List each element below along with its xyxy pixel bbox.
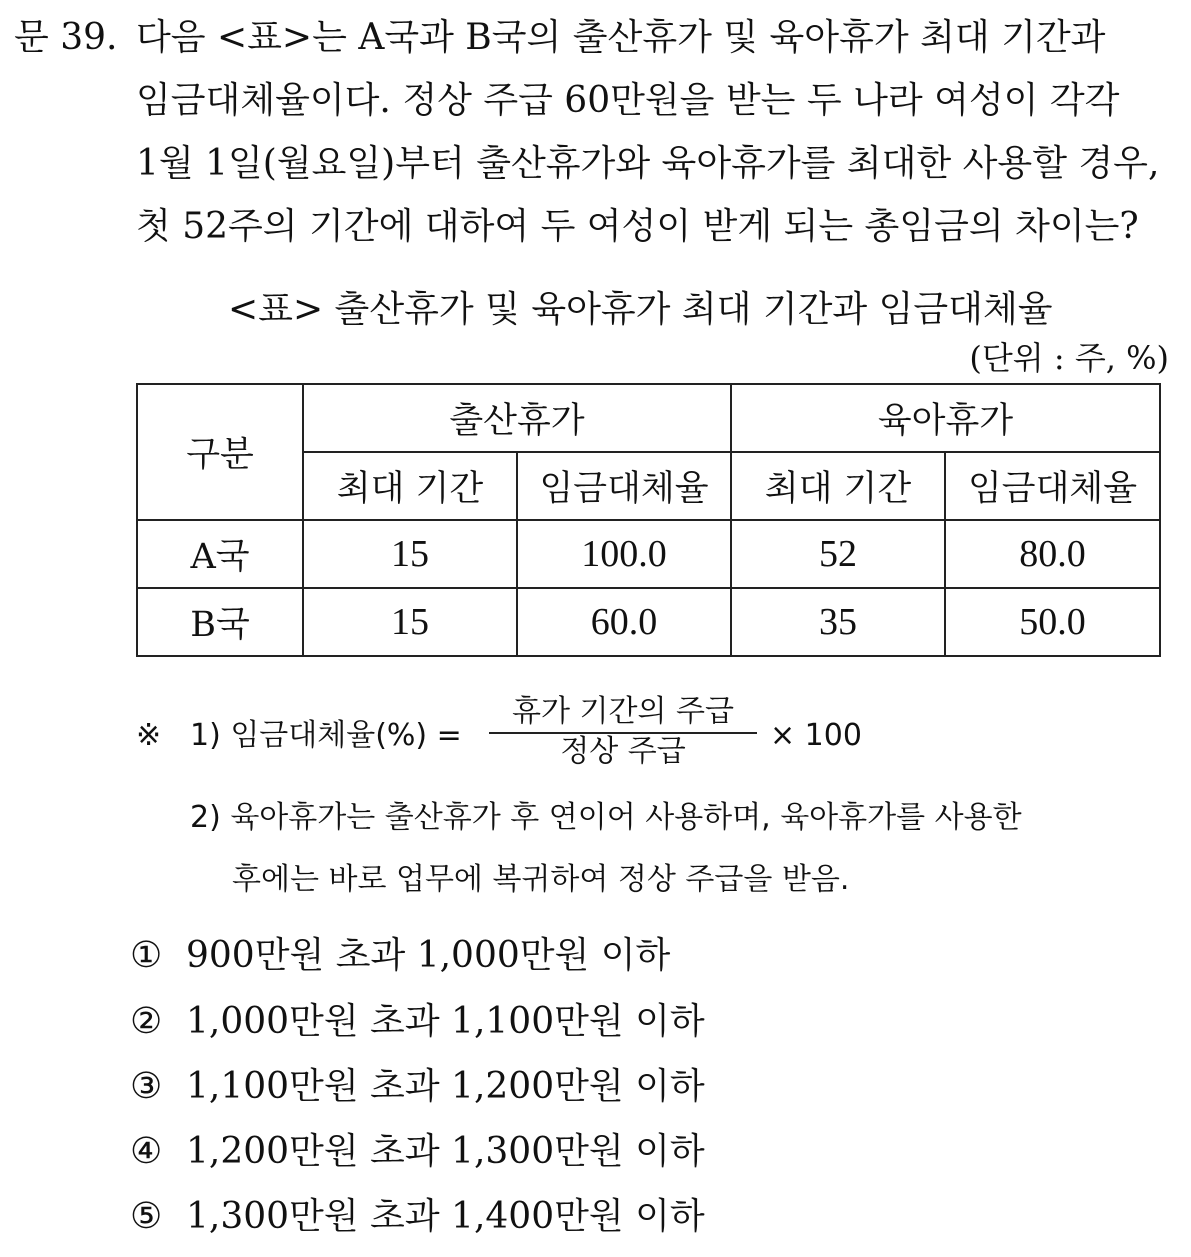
note2-line-1: 2) 육아휴가는 출산휴가 후 연이어 사용하며, 육아휴가를 사용한 [190,800,1022,835]
table-caption: <표> 출산휴가 및 육아휴가 최대 기간과 임금대체율 [228,289,1053,330]
table-unit: (단위 : 주, %) [969,339,1169,377]
option-marker: ⑤ [130,1196,163,1237]
option-4[interactable] [130,1128,705,1176]
option-5[interactable] [130,1193,705,1241]
header-parental-leave: 육아휴가 [731,384,1160,452]
question-line-3: 1월 1일(월요일)부터 출산휴가와 육아휴가를 최대한 사용할 경우, [136,143,1160,184]
header-category: 구분 [137,384,303,520]
option-2[interactable] [130,998,705,1046]
option-text: 1,300만원 초과 1,400만원 이하 [186,1196,705,1237]
header-maternity-leave: 출산휴가 [303,384,731,452]
cell-b-parental-period: 35 [731,588,945,656]
option-3[interactable] [130,1063,705,1111]
note1-prefix: 1) 임금대체율(%) = [190,718,462,753]
question-line-2: 임금대체율이다. 정상 주급 60만원을 받는 두 나라 여성이 각각 [136,80,1120,121]
question-number: 문 39. [14,17,118,58]
table-row [137,588,1160,656]
option-text: 1,000만원 초과 1,100만원 이하 [186,1001,705,1042]
question-line-4: 첫 52주의 기간에 대하여 두 여성이 받게 되는 총임금의 차이는? [136,206,1139,247]
fraction-denominator: 정상 주급 [560,734,686,769]
subheader-max-period-1: 최대 기간 [303,452,517,520]
cell-b-maternity-rate: 60.0 [517,588,731,656]
option-1[interactable] [130,932,670,980]
fraction-numerator: 휴가 기간의 주급 [512,694,734,729]
note1-suffix: × 100 [770,718,862,753]
cell-a-parental-rate: 80.0 [945,520,1160,588]
note-mark: ※ [136,718,162,753]
question-line-1: 다음 <표>는 A국과 B국의 출산휴가 및 육아휴가 최대 기간과 [136,17,1106,58]
table-row [137,520,1160,588]
table-header-row [137,384,1160,452]
cell-a-maternity-rate: 100.0 [517,520,731,588]
option-marker: ④ [130,1131,163,1172]
row-label-b: B국 [137,588,303,656]
cell-a-maternity-period: 15 [303,520,517,588]
data-table [136,383,1161,657]
subheader-replacement-rate-2: 임금대체율 [945,452,1160,520]
rate-fraction [489,694,757,770]
option-text: 900만원 초과 1,000만원 이하 [186,935,671,976]
option-text: 1,100만원 초과 1,200만원 이하 [186,1066,705,1107]
subheader-replacement-rate-1: 임금대체율 [517,452,731,520]
cell-b-parental-rate: 50.0 [945,588,1160,656]
option-marker: ② [130,1001,163,1042]
cell-a-parental-period: 52 [731,520,945,588]
option-text: 1,200만원 초과 1,300만원 이하 [186,1131,705,1172]
option-marker: ① [130,935,163,976]
subheader-max-period-2: 최대 기간 [731,452,945,520]
row-label-a: A국 [137,520,303,588]
cell-b-maternity-period: 15 [303,588,517,656]
option-marker: ③ [130,1066,163,1107]
note2-line-2: 후에는 바로 업무에 복귀하여 정상 주급을 받음. [232,862,850,897]
